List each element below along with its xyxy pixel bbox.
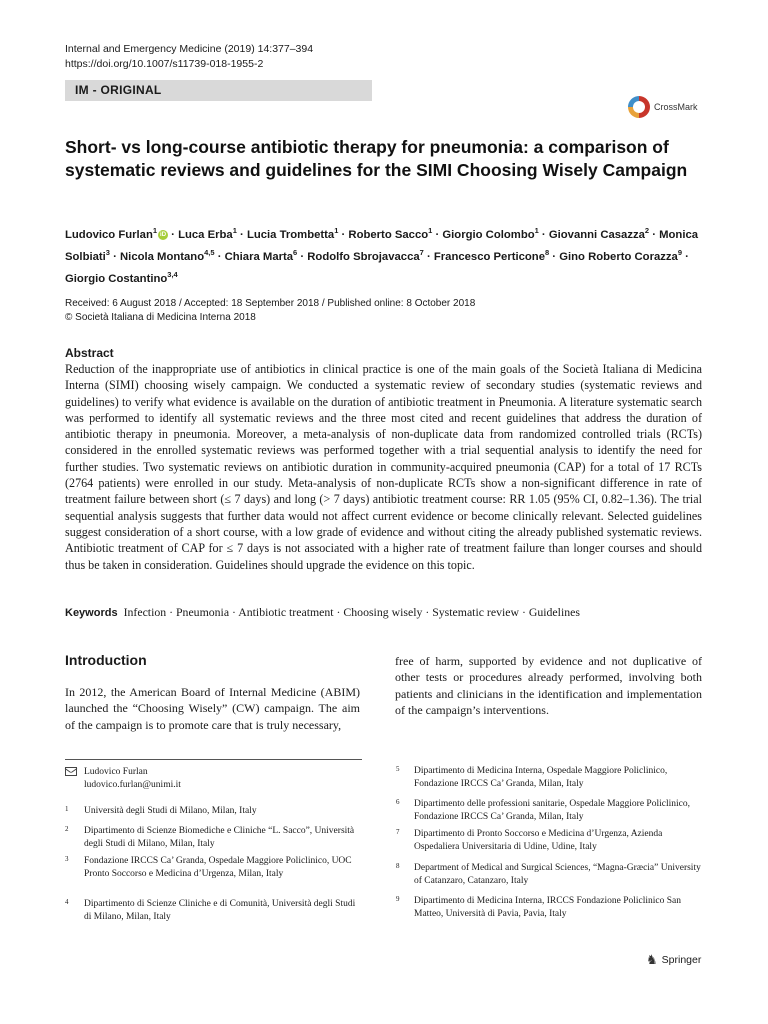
affiliation-number: 3 (65, 855, 69, 863)
journal-header (65, 42, 313, 72)
author-name[interactable]: Lucia Trombetta (246, 228, 335, 241)
author-name[interactable]: Giorgio Costantino (65, 272, 168, 285)
affiliation-text: Department of Medical and Surgical Sciences, “Magna-Græcia” University of Catanzaro, Catanzaro, Italy (414, 863, 701, 886)
introduction-heading: Introduction (65, 652, 147, 668)
author-affiliation-ref: 8 (545, 247, 550, 257)
publication-dates (65, 297, 475, 325)
affiliation-text: Dipartimento delle professioni sanitarie, Ospedale Maggiore Policlinico, Fondazione IRCCS Ca’ Granda, Milan, Italy (414, 799, 690, 822)
author-affiliation-ref: 3 (105, 247, 110, 257)
orcid-icon[interactable]: iD (160, 231, 167, 238)
author-name[interactable]: Ludovico Furlan (65, 228, 153, 241)
affiliation-number: 7 (396, 828, 400, 836)
correspondence (84, 766, 181, 791)
author-name[interactable]: Monica Solbiati (65, 228, 699, 263)
author-name[interactable]: Chiara Marta (224, 250, 294, 263)
journal-citation: Internal and Emergency Medicine (2019) 14:377–394 (65, 43, 314, 55)
author-name[interactable]: Roberto Sacco (348, 228, 429, 241)
author-name[interactable]: Giorgio Colombo (442, 228, 535, 241)
date-history: Received: 6 August 2018 / Accepted: 18 September 2018 / Published online: 8 October 2018 (65, 298, 476, 309)
abstract-heading: Abstract (65, 346, 114, 360)
crossmark-badge[interactable] (628, 92, 708, 122)
affiliation-text: Università degli Studi di Milano, Milan, Italy (84, 806, 257, 816)
affiliation-number: 2 (65, 825, 69, 833)
author-name[interactable]: Nicola Montano (120, 250, 205, 263)
author-affiliation-ref: 9 (677, 247, 683, 257)
affiliation-number: 1 (65, 805, 69, 813)
keywords-text: Infection · Pneumonia · Antibiotic treatment · Choosing wisely · Systematic review · Guidelines (123, 605, 580, 619)
author-name[interactable]: Rodolfo Sbrojavacca (307, 250, 420, 263)
author-affiliation-ref: 1 (152, 226, 158, 235)
author-affiliation-ref: 1 (232, 226, 237, 235)
author-name[interactable]: Francesco Perticone (433, 250, 545, 263)
correspondence-email[interactable]: ludovico.furlan@unimi.it (84, 779, 181, 790)
author-affiliation-ref: 6 (293, 247, 298, 257)
author-name[interactable]: Luca Erba (178, 228, 233, 241)
affiliation-number: 6 (396, 798, 400, 806)
footnote-divider (65, 759, 362, 760)
keywords-label: Keywords (65, 607, 118, 619)
envelope-icon (65, 767, 77, 776)
affiliation-text: Dipartimento di Pronto Soccorso e Medicina d’Urgenza, Azienda Ospedaliera Universitaria di Udine, Udine, Italy (414, 829, 663, 852)
section-label: IM - ORIGINAL (65, 80, 372, 101)
introduction-right-column: free of harm, supported by evidence and not duplicative of other tests or procedures already performed, involving both patients and clinicians in the identification and implementation of the campaign’s interventions. (395, 654, 702, 717)
author-affiliation-ref: 1 (534, 226, 539, 235)
affiliation-text: Dipartimento di Scienze Cliniche e di Comunità, Università degli Studi di Milano, Milan, Italy (84, 899, 356, 922)
crossmark-icon (628, 96, 650, 118)
correspondence-name: Ludovico Furlan (84, 767, 148, 777)
publisher-name: Springer (661, 954, 702, 966)
publisher-footer (646, 952, 701, 968)
article-title: Short- vs long-course antibiotic therapy for pneumonia: a comparison of systematic reviews and guidelines for the SIMI Choosing Wisely Campaign (65, 137, 688, 180)
author-affiliation-ref: 1 (428, 226, 433, 235)
author-affiliation-ref: 1 (334, 226, 339, 235)
affiliation-text: Dipartimento di Medicina Interna, Ospedale Maggiore Policlinico, Fondazione IRCCS Ca’ Granda, Milan, Italy (414, 766, 668, 789)
doi-link[interactable]: https://doi.org/10.1007/s11739-018-1955-2 (65, 58, 264, 70)
affiliation-text: Fondazione IRCCS Ca’ Granda, Ospedale Maggiore Policlinico, UOC Pronto Soccorso e Medicina d’Urgenza, Milan, Italy (84, 856, 352, 879)
keywords (65, 605, 580, 620)
author-list: Ludovico Furlan$^1$ iD · Luca Erba$^1$ · Lucia Trombetta$^1$ · Roberto Sacco$^1$ · Giorgio Colombo$^1$ · Giovanni Casazza$^2$ · Monica Solbiati$^3$ · Nicola Montano$^{4,5}$ · Chiara Marta$^6$ · Rodolfo Sbrojavacca$^7$ · Francesco Perticone$^8$ · Gino Roberto Corazza$^9$ · Giorgio Costantino$^{3,4}$ (65, 226, 699, 285)
affiliation-number: 9 (396, 895, 400, 903)
crossmark-label: CrossMark (654, 102, 698, 112)
introduction-left-column: In 2012, the American Board of Internal Medicine (ABIM) launched the “Choosing Wisely” (CW) campaign. The aim of the campaign is to promote care that is truly necessary, (65, 685, 360, 732)
abstract-text: Reduction of the inappropriate use of antibiotics in clinical practice is one of the main goals of the Società Italiana di Medicina Interna (SIMI) choosing wisely campaign. We conducted a systematic review of secondary studies (systematic reviews and guidelines) to verify what evidence is available on the duration of antibiotic treatment in Pneumonia. A literature systematic search was performed to identify all systematic reviews and the three most cited and recent guidelines that address the duration of antibiotic therapy in pneumonia. Moreover, a meta-analysis of non-duplicate data from randomized controlled trials (RCTs) considered in the enrolled systematic reviews was performed together with a trial sequential analysis to identify the need for further studies. Two systematic reviews on antibiotic duration in community-acquired pneumonia (CAP) for a total of 17 RCTs (2764 patients) were enrolled in our study. Meta-analysis of non-duplicate RCTs show a non-significant difference in rate of treatment failure between short (≤ 7 days) and long (> 7 days) antibiotic treatment course: RR 1.05 (95% CI, 0.82–1.36). The trial sequential analysis suggests that further data would not affect current evidence or become clinically relevant. Selected guidelines suggest consideration of a short course, with a low grade of evidence and without citing the already published systematic reviews. Antibiotic treatment of CAP for ≤ 7 days is not associated with a higher rate of treatment failure than longer courses and should thus be taken in consideration. Guidelines should upgrade the evidence on this topic. (65, 362, 702, 572)
author-affiliation-ref: 3,4 (167, 269, 178, 279)
author-affiliation-ref: 2 (644, 226, 650, 235)
author-name[interactable]: Giovanni Casazza (548, 228, 645, 241)
affiliation-number: 5 (396, 765, 400, 773)
author-affiliation-ref: 4,5 (204, 247, 215, 257)
affiliation-text: Dipartimento di Medicina Interna, IRCCS Fondazione Policlinico San Matteo, Università di Pavia, Pavia, Italy (414, 896, 682, 919)
author-affiliation-ref: 7 (419, 247, 424, 257)
springer-horse-icon: ♞ (646, 952, 658, 967)
affiliation-text: Dipartimento di Scienze Biomediche e Cliniche “L. Sacco”, Università degli Studi di Milano, Milan, Italy (84, 826, 355, 849)
copyright: © Società Italiana di Medicina Interna 2018 (65, 312, 256, 323)
affiliation-number: 4 (65, 898, 69, 906)
author-name[interactable]: Gino Roberto Corazza (559, 250, 678, 263)
affiliation-number: 8 (396, 862, 400, 870)
